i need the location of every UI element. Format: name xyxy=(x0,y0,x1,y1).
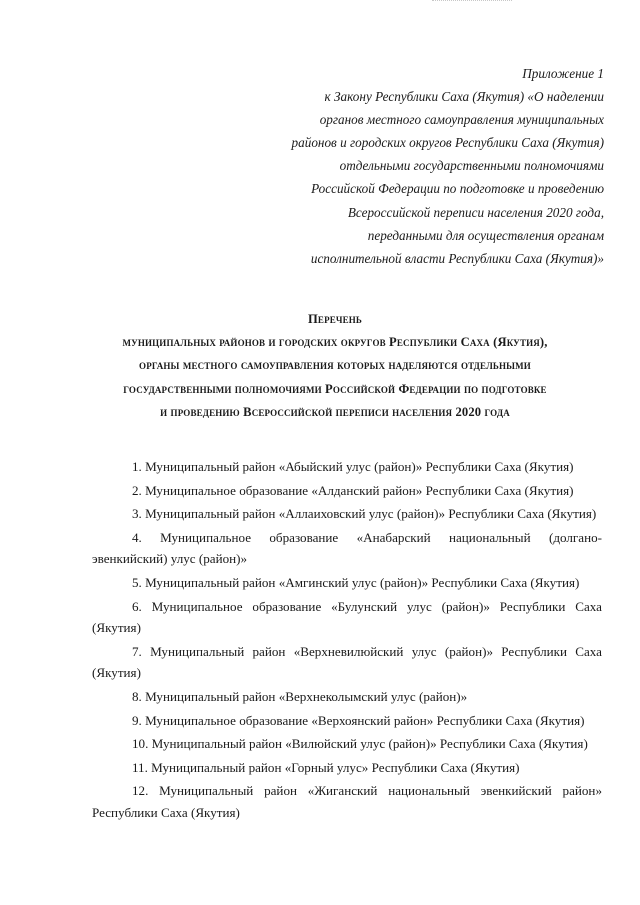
appendix-line: к Закону Республики Саха (Якутия) «О наделении xyxy=(324,89,604,105)
scan-artifact xyxy=(432,0,512,5)
list-item: 8. Муниципальный район «Верхнеколымский улус (район)» xyxy=(132,688,468,704)
list-item: 3. Муниципальный район «Аллаиховский улус (район)» Республики Саха (Якутия) xyxy=(132,506,597,522)
list-item: 4. Муниципальное образование «Анабарский национальный (долгано-эвенкийский) улус (район)» xyxy=(92,529,602,567)
appendix-line: отдельными государственными полномочиями xyxy=(339,158,604,174)
heading-line: органы местного самоуправления которых наделяются отдельными xyxy=(139,358,531,373)
appendix-line: районов и городских округов Республики Саха (Якутия) xyxy=(291,135,604,151)
appendix-line: Всероссийской переписи населения 2020 года, xyxy=(347,204,604,220)
appendix-block xyxy=(244,62,604,270)
document-heading xyxy=(80,308,590,424)
heading-line: и проведению Всероссийской переписи населения 2020 года xyxy=(160,404,510,419)
list-item: 11. Муниципальный район «Горный улус» Республики Саха (Якутия) xyxy=(132,759,520,775)
list-item: 9. Муниципальное образование «Верхоянский район» Республики Саха (Якутия) xyxy=(132,712,585,728)
appendix-line: органов местного самоуправления муниципальных xyxy=(319,112,604,128)
list-item: 12. Муниципальный район «Жиганский национальный эвенкийский район» Республики Саха (Якутия) xyxy=(92,783,602,820)
appendix-line: исполнительной власти Республики Саха (Якутия)» xyxy=(310,250,604,266)
list-item: 10. Муниципальный район «Вилюйский улус (район)» Республики Саха (Якутия) xyxy=(132,736,588,752)
heading-title: Перечень xyxy=(307,312,363,326)
list-item: 7. Муниципальный район «Верхневилюйский улус (район)» Республики Саха (Якутия) xyxy=(92,643,602,681)
district-list xyxy=(92,456,602,824)
appendix-line: Приложение 1 xyxy=(522,66,604,81)
list-item: 1. Муниципальный район «Абыйский улус (район)» Республики Саха (Якутия) xyxy=(132,459,574,474)
appendix-line: Российской Федерации по подготовке и проведению xyxy=(311,181,604,197)
list-item: 2. Муниципальное образование «Алданский район» Республики Саха (Якутия) xyxy=(132,482,574,498)
heading-line: государственными полномочиями Российской Федерации по подготовке xyxy=(123,381,547,396)
heading-line: муниципальных районов и городских округов Республики Саха (Якутия), xyxy=(122,335,548,350)
list-item: 5. Муниципальный район «Амгинский улус (район)» Республики Саха (Якутия) xyxy=(132,574,580,590)
list-item: 6. Муниципальное образование «Булунский улус (район)» Республики Саха (Якутия) xyxy=(92,598,602,636)
appendix-line: переданными для осуществления органам xyxy=(367,227,604,243)
